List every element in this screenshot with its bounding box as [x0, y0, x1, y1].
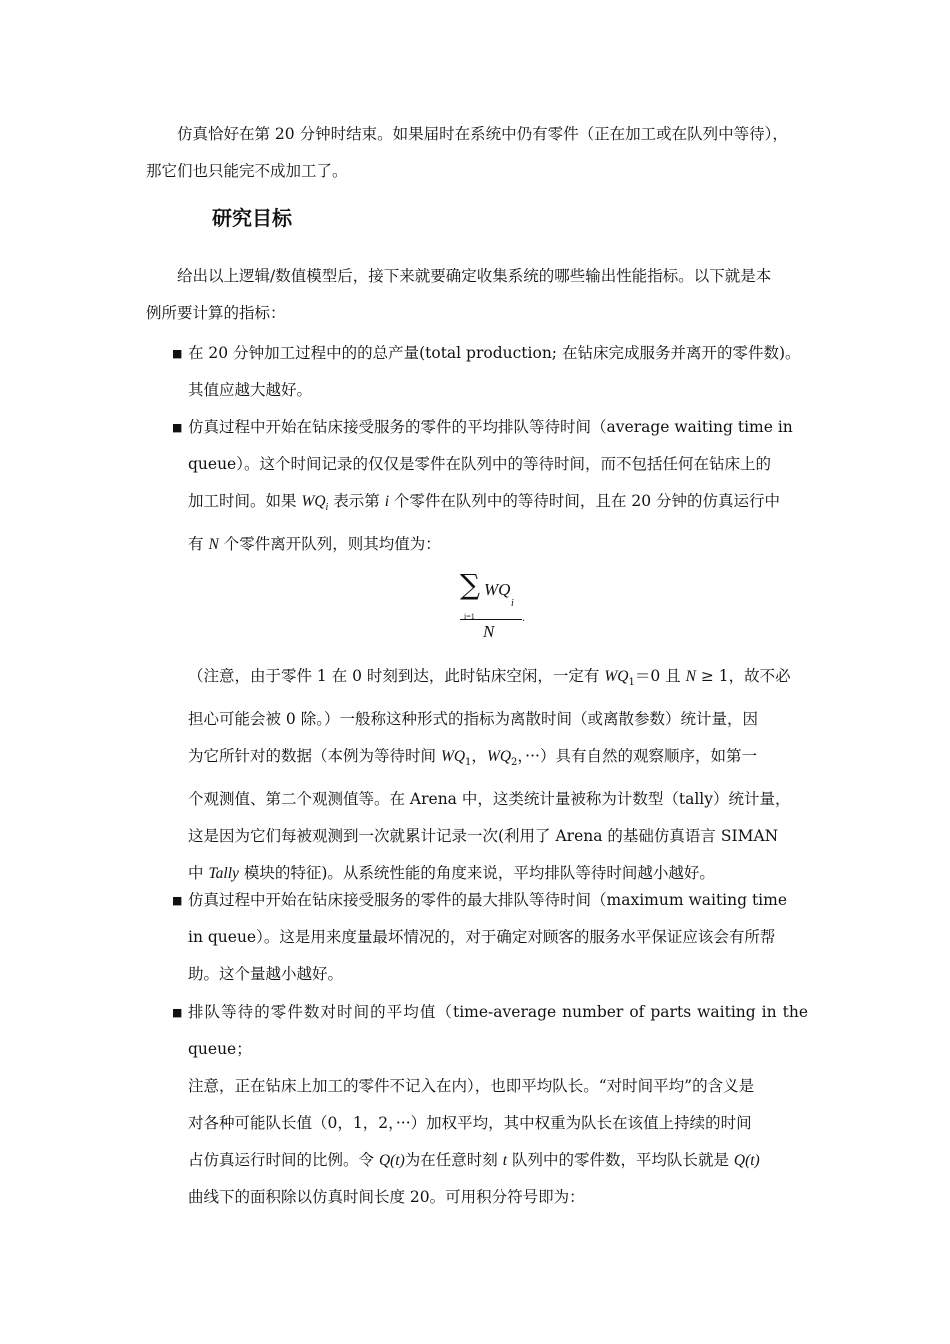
bullet-marker: ■ — [172, 421, 183, 434]
bullet-time-average-queue — [188, 994, 808, 1216]
text: 占仿真运行时间的比例。令 — [188, 1151, 379, 1169]
var-wq: WQ — [440, 748, 466, 766]
text: 为它所针对的数据（本例为等待时间 — [188, 747, 441, 766]
var-wq: WQ — [604, 668, 629, 685]
formula-wq: WQ — [484, 580, 511, 599]
var-wq: WQ — [486, 748, 512, 766]
intro-line-1: 仿真恰好在第 20 分钟时结束。如果届时在系统中仍有零件（正在加工或在队列中等待）， — [177, 125, 788, 143]
var-qt: Q(t) — [733, 1152, 760, 1169]
intro-line-2: 那它们也只能完不成加工了。 — [146, 162, 348, 180]
formula-denominator: N — [483, 622, 495, 641]
bullet-maximum-waiting-time — [188, 882, 808, 993]
formula-period: . — [522, 613, 526, 624]
text: 其值应越大越好。 — [188, 381, 313, 399]
text: （time-average number of parts waiting in the queue； — [188, 1003, 808, 1058]
term-total-production: 总产量 — [372, 344, 420, 362]
subscript: 1 — [628, 677, 635, 689]
subscript: 2 — [511, 757, 518, 769]
text: 加工时间。如果 — [188, 492, 302, 510]
var-i: i — [384, 493, 389, 510]
text: ＝0 且 — [634, 667, 686, 685]
text: 这是因为它们每被观测到一次就累计记录一次(利用了 Arena 的基础仿真语言 SIMAN — [188, 827, 779, 846]
subscript: i — [325, 502, 329, 514]
intro-paragraph — [146, 116, 808, 190]
bullet-marker: ■ — [172, 1006, 183, 1019]
formula-subscript: i — [511, 598, 514, 609]
text: ，···）具有自然的观察顺序，如第一 — [517, 747, 757, 766]
var-qt: Q(t) — [378, 1152, 405, 1169]
text: 个观测值、第二个观测值等。在 Arena 中，这类统计量被称为计数型（tally）统计量， — [188, 790, 791, 809]
text: （average waiting time in — [591, 418, 793, 436]
text: 为在任意时刻 — [404, 1151, 503, 1169]
fraction-bar — [460, 619, 522, 620]
text: ≥ 1，故不必 — [695, 667, 791, 685]
text: 模块的特征)。从系统性能的角度来说，平均排队等待时间越小越好。 — [238, 864, 715, 883]
text: 注意，正在钻床上加工的零件不记入在内），也即平均队长。“对时间平均”的含义是 — [188, 1077, 755, 1095]
goal-paragraph — [146, 258, 808, 332]
average-formula — [456, 568, 526, 643]
text: 仿真过程中开始在钻床接受服务的零件的 — [188, 418, 468, 436]
text: （注意，由于零件 1 在 0 时刻到达，此时钻床空闲，一定有 — [188, 667, 605, 685]
goal-line-1: 给出以上逻辑/数值模型后，接下来就要确定收集系统的哪些输出性能指标。以下就是本 — [177, 267, 772, 285]
var-n: N — [208, 536, 219, 554]
bullet-total-production — [188, 335, 808, 409]
text: 中 — [188, 864, 209, 883]
text: 对各种可能队长值（0，1，2，···）加权平均，其中权重为队长在该值上持续的时间 — [188, 1114, 752, 1132]
var-t: t — [502, 1152, 508, 1169]
text: （maximum waiting time — [591, 891, 788, 909]
bullet-marker: ■ — [172, 894, 183, 907]
term-maximum-waiting-time: 最大排队等待时间 — [467, 891, 592, 909]
sigma-symbol: ∑ — [460, 568, 480, 601]
bullet-marker: ■ — [172, 347, 183, 360]
term-tally: Tally — [208, 865, 239, 883]
text: 个零件离开队列，则其均值为： — [218, 535, 441, 554]
goal-line-2: 例所要计算的指标： — [146, 304, 286, 322]
bullet-average-waiting-time — [188, 409, 808, 563]
formula-lower-limit: i=1 — [464, 612, 475, 621]
text: 个零件在队列中的等待时间，且在 20 分钟的仿真运行中 — [389, 492, 781, 510]
text: (total production; 在钻床完成服务并离开的零件数)。 — [419, 344, 801, 362]
text: 助。这个量越小越好。 — [188, 965, 344, 983]
subscript: 1 — [465, 757, 472, 769]
section-heading: 研究目标 — [212, 206, 292, 230]
text: 队列中的零件数，平均队长就是 — [507, 1151, 734, 1169]
text: 表示第 — [328, 492, 385, 510]
text: in queue）。这是用来度量最坏情况的，对于确定对顾客的服务水平保证应该会有所帮 — [188, 928, 776, 946]
text: queue）。这个时间记录的仅仅是零件在队列中的等待时间，而不包括任何在钻床上的 — [188, 455, 771, 473]
text: 曲线下的面积除以仿真时间长度 20。可用积分符号即为： — [188, 1188, 585, 1206]
text: ， — [471, 747, 487, 766]
text: 仿真过程中开始在钻床接受服务的零件的 — [188, 891, 468, 909]
var-n: N — [685, 668, 696, 685]
note-paragraph — [188, 658, 808, 892]
text: 在 20 分钟加工过程中的的 — [188, 344, 373, 362]
text: 有 — [188, 535, 209, 554]
term-time-average-queue: 排队等待的零件数对时间的平均值 — [188, 1003, 437, 1021]
term-average-waiting-time: 平均排队等待时间 — [467, 418, 592, 436]
var-wq: WQ — [301, 493, 326, 510]
text: 担心可能会被 0 除。）一般称这种形式的指标为离散时间（或离散参数）统计量，因 — [188, 710, 758, 729]
